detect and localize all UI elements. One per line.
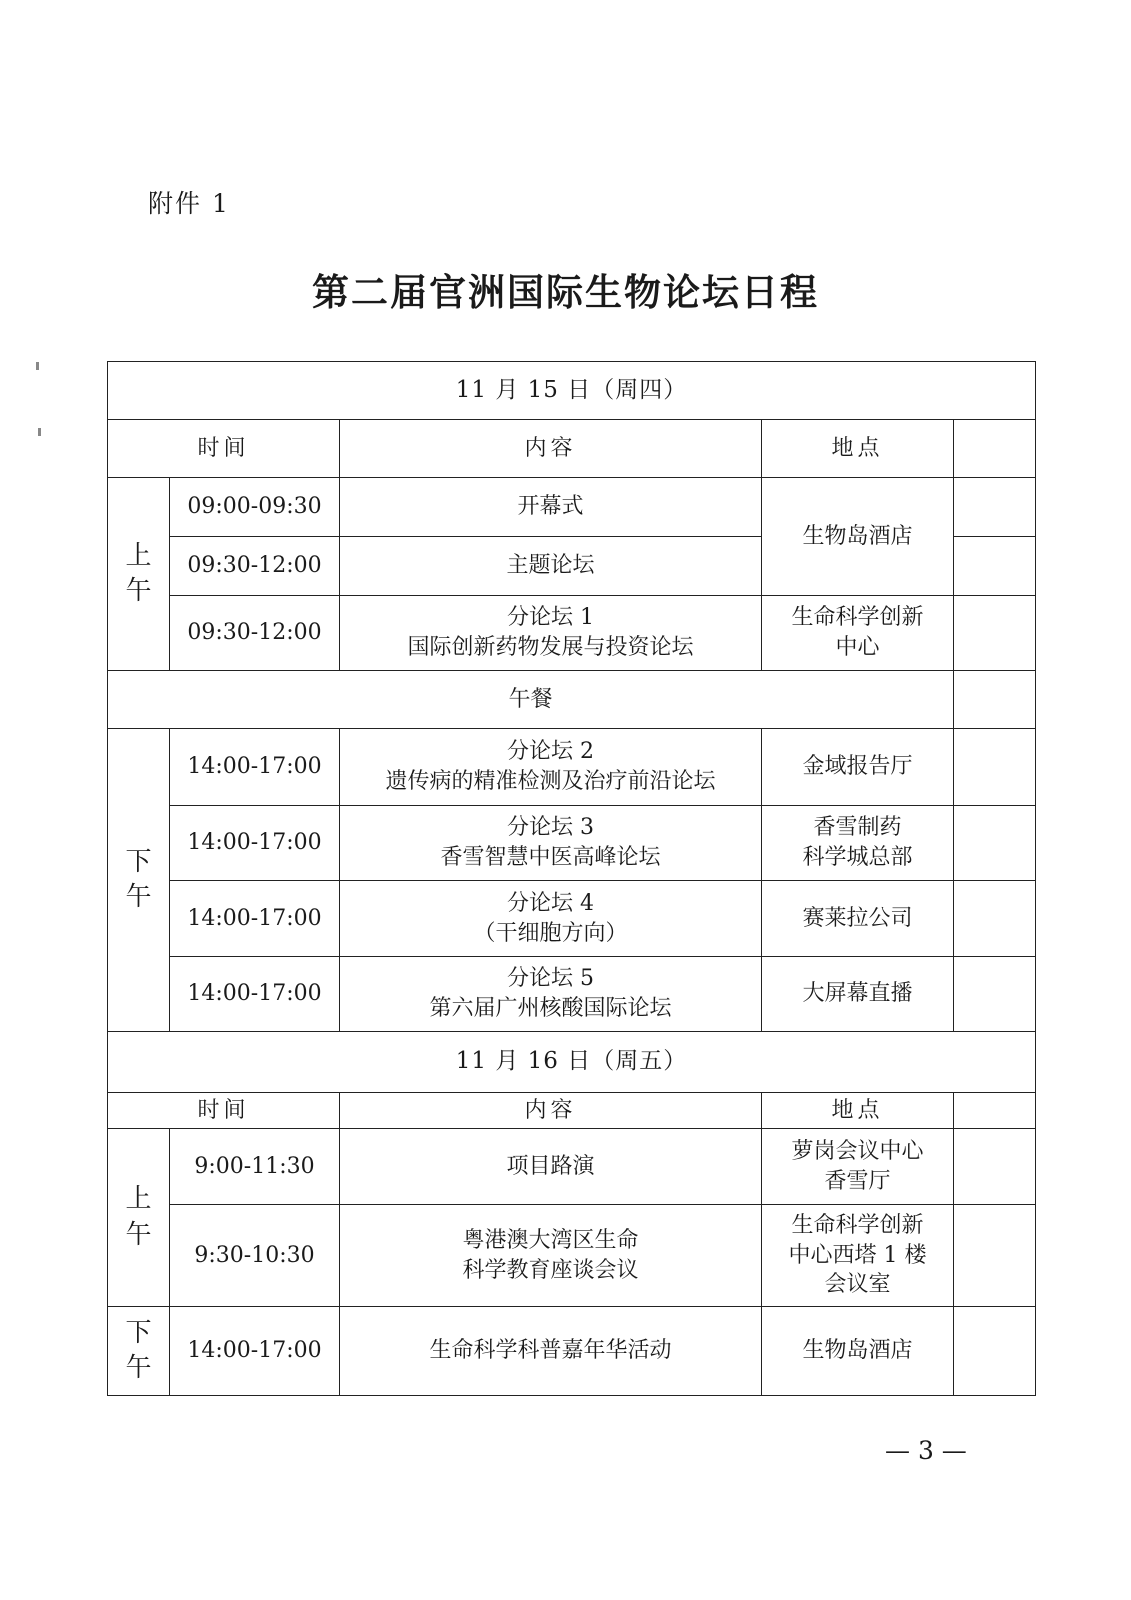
time-cell: 09:30-12:00 [170, 537, 340, 596]
place-cell: 生物岛酒店 [762, 478, 954, 596]
time-cell: 14:00-17:00 [170, 729, 340, 806]
day-header-row [108, 362, 1036, 420]
place-cell: 香雪制药 科学城总部 [762, 806, 954, 881]
header-content: 内容 [340, 1093, 762, 1129]
day-date: 11 月 15 日（周四） [108, 362, 1036, 420]
time-cell: 14:00-17:00 [170, 806, 340, 881]
blank-cell [954, 478, 1036, 537]
header-content: 内容 [340, 420, 762, 478]
time-cell: 9:00-11:30 [170, 1129, 340, 1205]
table-row [108, 596, 1036, 671]
header-place: 地点 [762, 420, 954, 478]
period-morning: 上 午 [108, 1129, 170, 1307]
page-number: — 3 — [885, 1436, 967, 1465]
content-cell: 生命科学科普嘉年华活动 [340, 1307, 762, 1396]
content-cell: 分论坛 2 遗传病的精准检测及治疗前沿论坛 [340, 729, 762, 806]
blank-cell [954, 1093, 1036, 1129]
place-cell: 生命科学创新 中心西塔 1 楼 会议室 [762, 1205, 954, 1307]
blank-cell [954, 537, 1036, 596]
content-cell: 主题论坛 [340, 537, 762, 596]
content-cell: 分论坛 3 香雪智慧中医高峰论坛 [340, 806, 762, 881]
lunch-row [108, 671, 1036, 729]
period-afternoon: 下 午 [108, 1307, 170, 1396]
scan-mark [38, 428, 41, 436]
table-row [108, 729, 1036, 806]
table-row [108, 1129, 1036, 1205]
blank-cell [954, 729, 1036, 806]
content-cell: 分论坛 1 国际创新药物发展与投资论坛 [340, 596, 762, 671]
time-cell: 14:00-17:00 [170, 957, 340, 1032]
lunch-label: 午餐 [108, 671, 954, 729]
blank-cell [954, 806, 1036, 881]
day-header-row [108, 1032, 1036, 1093]
blank-cell [954, 671, 1036, 729]
place-cell: 萝岗会议中心 香雪厅 [762, 1129, 954, 1205]
table-row [108, 806, 1036, 881]
blank-cell [954, 1129, 1036, 1205]
content-cell: 分论坛 4 （干细胞方向） [340, 881, 762, 957]
table-row [108, 1205, 1036, 1307]
content-cell: 开幕式 [340, 478, 762, 537]
day-date: 11 月 16 日（周五） [108, 1032, 1036, 1093]
header-time: 时间 [108, 1093, 340, 1129]
time-cell: 09:30-12:00 [170, 596, 340, 671]
time-cell: 14:00-17:00 [170, 1307, 340, 1396]
attachment-label: 附件 1 [148, 189, 230, 218]
header-time: 时间 [108, 420, 340, 478]
page-title: 第二届官洲国际生物论坛日程 [312, 271, 819, 314]
table-row [108, 957, 1036, 1032]
period-afternoon: 下 午 [108, 729, 170, 1032]
period-morning: 上 午 [108, 478, 170, 671]
blank-cell [954, 420, 1036, 478]
blank-cell [954, 1205, 1036, 1307]
time-cell: 9:30-10:30 [170, 1205, 340, 1307]
scan-mark [36, 362, 39, 370]
table-row [108, 478, 1036, 537]
place-cell: 生物岛酒店 [762, 1307, 954, 1396]
content-cell: 分论坛 5 第六届广州核酸国际论坛 [340, 957, 762, 1032]
blank-cell [954, 957, 1036, 1032]
table-row [108, 881, 1036, 957]
place-cell: 生命科学创新 中心 [762, 596, 954, 671]
time-cell: 09:00-09:30 [170, 478, 340, 537]
time-cell: 14:00-17:00 [170, 881, 340, 957]
content-cell: 项目路演 [340, 1129, 762, 1205]
content-cell: 粤港澳大湾区生命 科学教育座谈会议 [340, 1205, 762, 1307]
place-cell: 大屏幕直播 [762, 957, 954, 1032]
place-cell: 赛莱拉公司 [762, 881, 954, 957]
blank-cell [954, 596, 1036, 671]
header-place: 地点 [762, 1093, 954, 1129]
column-header-row [108, 420, 1036, 478]
schedule-table [107, 361, 1036, 1396]
column-header-row [108, 1093, 1036, 1129]
table-row [108, 1307, 1036, 1396]
blank-cell [954, 881, 1036, 957]
place-cell: 金域报告厅 [762, 729, 954, 806]
blank-cell [954, 1307, 1036, 1396]
